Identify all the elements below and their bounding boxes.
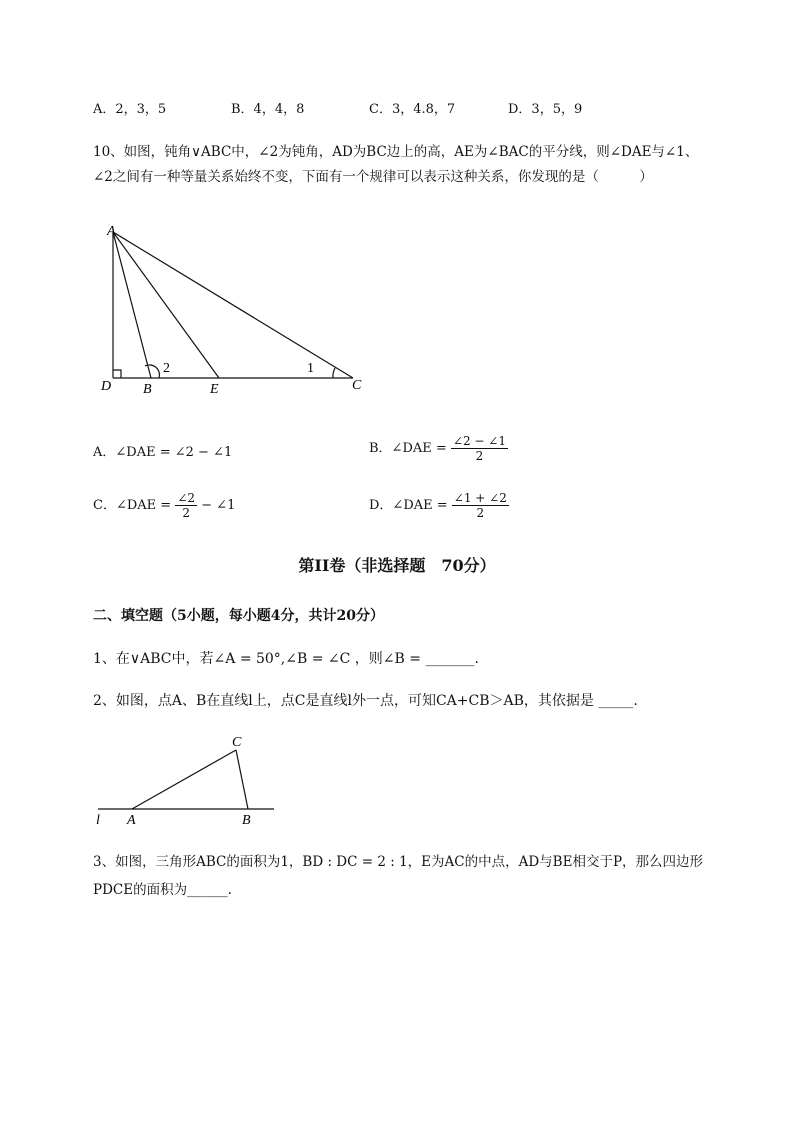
line-AB bbox=[113, 232, 151, 378]
q9-option-b: B．4，4，8 bbox=[231, 102, 305, 117]
line-AC bbox=[113, 232, 353, 378]
fraction-numerator: ∠2 − ∠1 bbox=[452, 434, 506, 448]
label-angle-2: 2 bbox=[163, 361, 170, 376]
q10-option-d-fraction bbox=[452, 491, 509, 520]
right-angle-mark bbox=[113, 370, 121, 378]
angle-1-arc bbox=[333, 368, 335, 378]
label-E: E bbox=[210, 382, 219, 397]
fill-2-figure bbox=[90, 730, 280, 830]
fill-question-1: 1、在∨ABC中，若∠A = 50°,∠B = ∠C ，则∠B = _______. bbox=[93, 651, 479, 667]
fraction-numerator: ∠2 bbox=[177, 491, 196, 505]
fill-blank-header: 二、填空题（5小题，每小题4分，共计20分） bbox=[93, 608, 384, 624]
label-D: D bbox=[101, 379, 112, 394]
label-C: C bbox=[352, 378, 362, 393]
q10-option-d-prefix: D．∠DAE = bbox=[369, 498, 448, 513]
fraction-denominator: 2 bbox=[182, 506, 190, 520]
q10-stem-line2: ∠2之间有一种等量关系始终不变，下面有一个规律可以表示这种关系，你发现的是（ ） bbox=[93, 169, 653, 185]
label-C: C bbox=[232, 735, 242, 750]
q10-option-c bbox=[93, 491, 235, 520]
line-AE bbox=[113, 232, 219, 378]
fill-question-3-line1: 3、如图，三角形ABC的面积为1，BD : DC = 2 : 1，E为AC的中点，AD与BE相交于P，那么四边形 bbox=[93, 854, 704, 870]
q10-option-c-fraction bbox=[175, 491, 197, 520]
label-B: B bbox=[242, 813, 251, 828]
fraction-numerator: ∠1 + ∠2 bbox=[453, 491, 507, 505]
label-A: A bbox=[127, 813, 136, 828]
segment-CB bbox=[236, 750, 248, 809]
q10-option-c-prefix: C．∠DAE = bbox=[93, 498, 172, 513]
section-2-title: 第II卷（非选择题 70分） bbox=[298, 556, 496, 575]
fraction-denominator: 2 bbox=[476, 506, 485, 520]
label-l: l bbox=[96, 813, 100, 828]
q10-option-a: A．∠DAE = ∠2 − ∠1 bbox=[93, 445, 233, 460]
label-B: B bbox=[143, 382, 152, 397]
q10-option-b bbox=[369, 434, 508, 463]
label-angle-1: 1 bbox=[307, 361, 314, 376]
fill-question-3-line2: PDCE的面积为______. bbox=[93, 882, 232, 898]
fraction-denominator: 2 bbox=[475, 449, 484, 463]
q9-option-a: A．2，3，5 bbox=[93, 102, 167, 117]
q10-option-b-prefix: B．∠DAE = bbox=[369, 441, 447, 456]
q9-option-c: C．3，4.8，7 bbox=[369, 102, 456, 117]
segment-AC bbox=[132, 750, 236, 809]
q10-triangle-figure bbox=[95, 218, 385, 398]
angle-2-arc bbox=[145, 365, 159, 378]
q10-option-d bbox=[369, 491, 509, 520]
q10-option-c-suffix: − ∠1 bbox=[201, 498, 236, 513]
fill-question-2: 2、如图，点A、B在直线l上，点C是直线l外一点，可知CA+CB＞AB，其依据是 _____. bbox=[93, 693, 638, 709]
label-A: A bbox=[107, 224, 116, 239]
q9-option-d: D．3，5，9 bbox=[508, 102, 583, 117]
q10-stem-line1: 10、如图，钝角∨ABC中，∠2为钝角，AD为BC边上的高，AE为∠BAC的平分线，则∠DAE与∠1、 bbox=[93, 144, 699, 160]
q10-option-b-fraction bbox=[451, 434, 508, 463]
